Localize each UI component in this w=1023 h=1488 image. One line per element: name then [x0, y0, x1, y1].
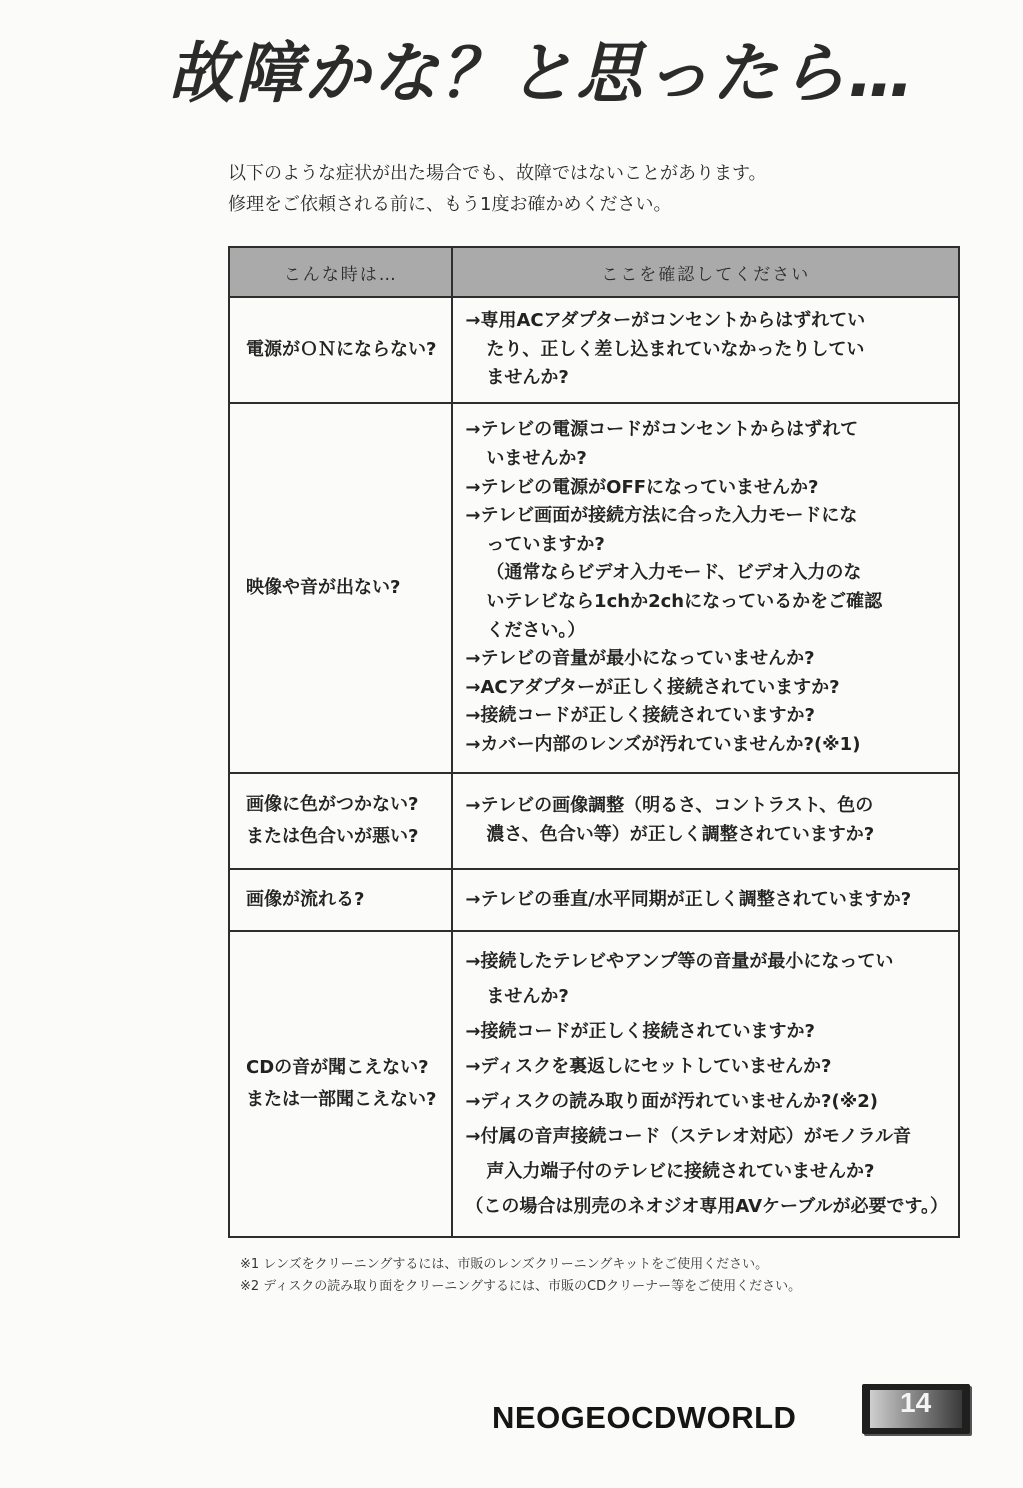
check-item: →テレビの電源がOFFになっていませんか?: [465, 476, 819, 498]
checks-cell: [452, 773, 959, 869]
table-row: [229, 869, 959, 931]
check-item: →テレビ画面が接続方法に合った入力モードにな: [465, 505, 858, 527]
symptom-text: 映像や音が出ない?: [246, 577, 401, 598]
table-row: [229, 931, 959, 1237]
check-item: 濃さ、色合い等）が正しく調整されていますか?: [486, 824, 875, 845]
checks-cell: [452, 403, 959, 773]
symptom-cell: [229, 869, 452, 931]
intro-line: 以下のような症状が出た場合でも、故障ではないことがあります。: [228, 163, 767, 184]
symptom-text: CDの音が聞こえない?: [246, 1057, 429, 1078]
check-item: ください。）: [486, 619, 586, 641]
check-item: →ディスクの読み取り面が汚れていませんか?(※2): [465, 1091, 878, 1112]
check-item: 声入力端子付のテレビに接続されていませんか?: [486, 1161, 875, 1182]
footnotes: [240, 1254, 801, 1298]
intro-text: [228, 158, 948, 220]
check-item: →接続コードが正しく接続されていますか?: [465, 705, 815, 727]
symptom-cell: [229, 773, 452, 869]
check-item: （この場合は別売のネオジオ専用AVケーブルが必要です。）: [465, 1196, 948, 1217]
check-item: →付属の音声接続コード（ステレオ対応）がモノラル音: [465, 1126, 912, 1147]
symptom-text: 電源がＯＮにならない?: [246, 339, 437, 360]
symptom-text: 画像が流れる?: [246, 889, 365, 910]
footnote: ※2 ディスクの読み取り面をクリーニングするには、市販のCDクリーナー等をご使用ください。: [240, 1279, 802, 1294]
symptom-text: 画像に色がつかない?: [246, 794, 419, 815]
check-item: いませんか?: [486, 448, 587, 470]
check-item: →テレビの電源コードがコンセントからはずれて: [465, 419, 859, 441]
checks-cell: [452, 869, 959, 931]
header-symptom: こんな時は…: [229, 247, 452, 297]
brand-watermark: NEOGEOCDWORLD: [492, 1400, 797, 1435]
table-row: [229, 297, 959, 403]
footnote: ※1 レンズをクリーニングするには、市販のレンズクリーニングキットをご使用ください。: [240, 1257, 769, 1272]
table-header-row: [229, 247, 959, 297]
troubleshooting-table: [228, 246, 960, 1238]
header-checks: ここを確認してください: [452, 247, 959, 297]
check-item: →テレビの画像調整（明るさ、コントラスト、色の: [465, 795, 874, 817]
check-item: （通常ならビデオ入力モード、ビデオ入力のな: [486, 562, 862, 584]
table-row: [229, 773, 959, 869]
symptom-text: または一部聞こえない?: [246, 1089, 437, 1110]
check-item: →ACアダプターが正しく接続されていますか?: [465, 676, 840, 698]
page-number-badge: [862, 1384, 970, 1434]
symptom-cell: [229, 297, 452, 403]
symptom-text: または色合いが悪い?: [246, 826, 419, 847]
page-title: 故障かな？と思ったら…: [168, 35, 916, 112]
check-item: ませんか?: [486, 367, 569, 389]
check-item: →テレビの音量が最小になっていませんか?: [465, 648, 815, 670]
symptom-cell: [229, 931, 452, 1237]
check-item: →専用ACアダプターがコンセントからはずれてい: [465, 310, 866, 332]
page-number: 14: [900, 1387, 932, 1418]
table-row: [229, 403, 959, 773]
check-item: たり、正しく差し込まれていなかったりしてい: [486, 338, 865, 360]
symptom-cell: [229, 403, 452, 773]
check-item: →接続したテレビやアンプ等の音量が最小になってい: [465, 951, 894, 972]
check-item: →カバー内部のレンズが汚れていませんか?(※1): [465, 733, 861, 755]
check-item: →テレビの垂直/水平同期が正しく調整されていますか?: [465, 888, 912, 910]
checks-cell: [452, 297, 959, 403]
intro-line: 修理をご依頼される前に、もう1度お確かめください。: [228, 194, 672, 215]
checks-cell: [452, 931, 959, 1237]
check-item: ませんか?: [486, 986, 569, 1007]
check-item: いテレビなら1chか2chになっているかをご確認: [486, 591, 883, 612]
check-item: →ディスクを裏返しにセットしていませんか?: [465, 1056, 832, 1077]
check-item: →接続コードが正しく接続されていますか?: [465, 1021, 815, 1042]
check-item: っていますか?: [486, 533, 605, 555]
